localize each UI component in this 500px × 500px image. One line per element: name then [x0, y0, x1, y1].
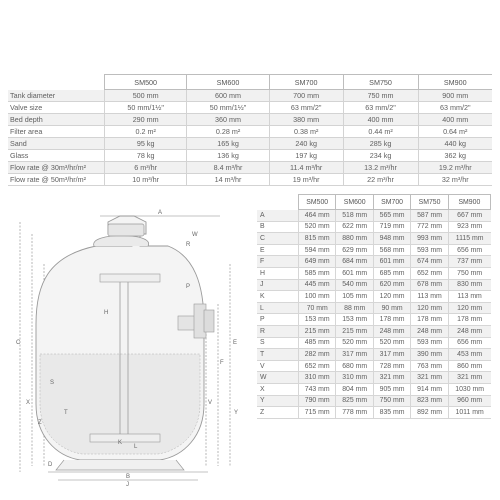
dimension-cell: 540 mm — [336, 279, 373, 291]
dimension-cell: 520 mm — [336, 337, 373, 349]
dimension-cell: 674 mm — [411, 256, 448, 268]
dimension-letter: L — [257, 302, 299, 314]
spec-cell: 197 kg — [269, 150, 343, 162]
spec-cell: 0.28 m² — [187, 126, 269, 138]
dimension-cell: 178 mm — [411, 314, 448, 326]
dimension-cell: 178 mm — [448, 314, 490, 326]
spec-cell: 700 mm — [269, 90, 343, 102]
label-b: B — [126, 474, 131, 480]
dimension-cell: 593 mm — [411, 337, 448, 349]
dimension-cell: 178 mm — [373, 314, 410, 326]
spec-cell: 400 mm — [418, 114, 492, 126]
dimension-cell: 649 mm — [299, 256, 336, 268]
spec-cell: 750 mm — [343, 90, 418, 102]
dimension-cell: 743 mm — [299, 383, 336, 395]
dimension-letter: E — [257, 244, 299, 256]
spec-cell: 50 mm/1½" — [105, 102, 187, 114]
dimension-cell: 453 mm — [448, 349, 490, 361]
spec-row-label: Flow rate @ 30m³/hr/m² — [8, 162, 105, 174]
spec-model-header: SM500 — [105, 75, 187, 90]
dimension-cell: 815 mm — [299, 233, 336, 245]
spec-cell: 440 kg — [418, 138, 492, 150]
label-j: J — [126, 482, 129, 486]
dimension-cell: 629 mm — [336, 244, 373, 256]
dimension-row — [257, 372, 491, 384]
dimension-cell: 518 mm — [336, 210, 373, 222]
spec-table — [8, 74, 492, 186]
dimension-cell: 1030 mm — [448, 383, 490, 395]
dimension-letter: A — [257, 210, 299, 222]
dimension-table — [257, 194, 491, 419]
spec-cell: 600 mm — [187, 90, 269, 102]
dimension-header-row — [257, 195, 491, 210]
spec-row — [8, 126, 492, 138]
spec-cell: 63 mm/2" — [418, 102, 492, 114]
dimension-row — [257, 360, 491, 372]
dimension-cell: 823 mm — [411, 395, 448, 407]
spec-cell: 63 mm/2" — [343, 102, 418, 114]
dimension-cell: 728 mm — [373, 360, 410, 372]
dimension-cell: 248 mm — [373, 325, 410, 337]
spec-row — [8, 150, 492, 162]
dimension-row — [257, 210, 491, 222]
dimension-row — [257, 349, 491, 361]
dimension-cell: 678 mm — [411, 279, 448, 291]
dimension-letter: Z — [257, 407, 299, 419]
dimension-cell: 948 mm — [373, 233, 410, 245]
spec-row-label: Filter area — [8, 126, 105, 138]
dimension-letter: W — [257, 372, 299, 384]
dimension-cell: 905 mm — [373, 383, 410, 395]
dimension-row — [257, 383, 491, 395]
dimension-row — [257, 302, 491, 314]
spec-row — [8, 162, 492, 174]
spec-cell: 234 kg — [343, 150, 418, 162]
spec-cell: 0.38 m² — [269, 126, 343, 138]
label-r: R — [186, 242, 191, 248]
spec-cell: 0.64 m² — [418, 126, 492, 138]
spec-model-header: SM700 — [269, 75, 343, 90]
dimension-letter: K — [257, 291, 299, 303]
spec-row-label: Glass — [8, 150, 105, 162]
dimension-cell: 215 mm — [336, 325, 373, 337]
dimension-cell: 321 mm — [448, 372, 490, 384]
label-c: C — [16, 340, 21, 346]
dimension-model-header: SM750 — [411, 195, 448, 210]
spec-header-row — [8, 75, 492, 90]
dimension-row — [257, 221, 491, 233]
dimension-model-header: SM600 — [336, 195, 373, 210]
spec-cell: 14 m³/hr — [187, 174, 269, 186]
dimension-cell: 835 mm — [373, 407, 410, 419]
spec-cell: 900 mm — [418, 90, 492, 102]
dimension-cell: 248 mm — [411, 325, 448, 337]
dimension-letter: Y — [257, 395, 299, 407]
spec-corner — [8, 75, 105, 90]
dimension-cell: 620 mm — [373, 279, 410, 291]
dimension-cell: 310 mm — [299, 372, 336, 384]
dimension-cell: 587 mm — [411, 210, 448, 222]
dimension-cell: 70 mm — [299, 302, 336, 314]
spec-cell: 6 m³/hr — [105, 162, 187, 174]
spec-model-header: SM600 — [187, 75, 269, 90]
dimension-letter: B — [257, 221, 299, 233]
spec-model-header: SM900 — [418, 75, 492, 90]
dimension-cell: 282 mm — [299, 349, 336, 361]
dimension-cell: 90 mm — [373, 302, 410, 314]
dimension-cell: 684 mm — [336, 256, 373, 268]
spec-cell: 240 kg — [269, 138, 343, 150]
dimension-cell: 120 mm — [373, 291, 410, 303]
dimension-cell: 317 mm — [373, 349, 410, 361]
spec-cell: 32 m³/hr — [418, 174, 492, 186]
dimension-cell: 321 mm — [411, 372, 448, 384]
dimension-cell: 593 mm — [411, 244, 448, 256]
dimension-cell: 248 mm — [448, 325, 490, 337]
dimension-cell: 601 mm — [336, 267, 373, 279]
dimension-cell: 993 mm — [411, 233, 448, 245]
spec-row — [8, 138, 492, 150]
dimension-row — [257, 256, 491, 268]
dimension-cell: 1011 mm — [448, 407, 490, 419]
dimension-letter: C — [257, 233, 299, 245]
spec-cell: 19.2 m³/hr — [418, 162, 492, 174]
dimension-cell: 750 mm — [373, 395, 410, 407]
dimension-letter: J — [257, 279, 299, 291]
label-x: X — [26, 400, 31, 406]
dimension-cell: 445 mm — [299, 279, 336, 291]
label-w: W — [192, 232, 198, 238]
dimension-cell: 750 mm — [448, 267, 490, 279]
spec-cell: 22 m³/hr — [343, 174, 418, 186]
dimension-cell: 485 mm — [299, 337, 336, 349]
dimension-cell: 120 mm — [448, 302, 490, 314]
dimension-letter: X — [257, 383, 299, 395]
dimension-model-header: SM900 — [448, 195, 490, 210]
dimension-row — [257, 395, 491, 407]
dimension-cell: 880 mm — [336, 233, 373, 245]
dimension-model-header: SM500 — [299, 195, 336, 210]
dimension-row — [257, 233, 491, 245]
spec-cell: 380 mm — [269, 114, 343, 126]
spec-cell: 19 m³/hr — [269, 174, 343, 186]
spec-cell: 63 mm/2" — [269, 102, 343, 114]
dimension-cell: 652 mm — [299, 360, 336, 372]
filter-diagram — [8, 204, 246, 486]
dimension-letter: R — [257, 325, 299, 337]
dimension-cell: 594 mm — [299, 244, 336, 256]
spec-row-label: Bed depth — [8, 114, 105, 126]
dimension-letter: V — [257, 360, 299, 372]
spec-cell: 362 kg — [418, 150, 492, 162]
label-v: V — [208, 400, 213, 406]
spec-cell: 50 mm/1½" — [187, 102, 269, 114]
label-t: T — [64, 410, 68, 416]
label-k: K — [118, 440, 123, 446]
spec-row-label: Valve size — [8, 102, 105, 114]
label-h: H — [104, 310, 109, 316]
label-l: L — [134, 444, 138, 450]
label-f: F — [220, 360, 224, 366]
dimension-row — [257, 279, 491, 291]
spec-cell: 0.2 m² — [105, 126, 187, 138]
spec-row-label: Tank diameter — [8, 90, 105, 102]
dimension-letter: P — [257, 314, 299, 326]
spec-cell: 400 mm — [343, 114, 418, 126]
dimension-cell: 892 mm — [411, 407, 448, 419]
dimension-cell: 113 mm — [448, 291, 490, 303]
dimension-cell: 652 mm — [411, 267, 448, 279]
dimension-cell: 520 mm — [299, 221, 336, 233]
label-z: Z — [38, 420, 42, 426]
dimension-cell: 321 mm — [373, 372, 410, 384]
dimension-cell: 667 mm — [448, 210, 490, 222]
dimension-cell: 960 mm — [448, 395, 490, 407]
dimension-cell: 737 mm — [448, 256, 490, 268]
spec-cell: 95 kg — [105, 138, 187, 150]
dimension-corner — [257, 195, 299, 210]
spec-row — [8, 102, 492, 114]
dimension-cell: 565 mm — [373, 210, 410, 222]
dimension-cell: 317 mm — [336, 349, 373, 361]
label-y: Y — [234, 410, 239, 416]
dimension-cell: 778 mm — [336, 407, 373, 419]
spec-cell: 11.4 m³/hr — [269, 162, 343, 174]
dimension-row — [257, 244, 491, 256]
dimension-model-header: SM700 — [373, 195, 410, 210]
spec-cell: 8.4 m³/hr — [187, 162, 269, 174]
spec-cell: 0.44 m² — [343, 126, 418, 138]
spec-row — [8, 90, 492, 102]
dimension-cell: 923 mm — [448, 221, 490, 233]
dimension-cell: 520 mm — [373, 337, 410, 349]
dimension-cell: 656 mm — [448, 244, 490, 256]
dimension-cell: 622 mm — [336, 221, 373, 233]
dimension-cell: 685 mm — [373, 267, 410, 279]
dimension-cell: 825 mm — [336, 395, 373, 407]
dimension-cell: 464 mm — [299, 210, 336, 222]
dimension-cell: 310 mm — [336, 372, 373, 384]
spec-cell: 78 kg — [105, 150, 187, 162]
dimension-letter: H — [257, 267, 299, 279]
dimension-cell: 790 mm — [299, 395, 336, 407]
dimension-cell: 100 mm — [299, 291, 336, 303]
dimension-row — [257, 325, 491, 337]
label-s: S — [50, 380, 55, 386]
spec-model-header: SM750 — [343, 75, 418, 90]
dimension-cell: 763 mm — [411, 360, 448, 372]
dimension-cell: 830 mm — [448, 279, 490, 291]
dimension-row — [257, 267, 491, 279]
dimension-cell: 215 mm — [299, 325, 336, 337]
dimension-cell: 390 mm — [411, 349, 448, 361]
dimension-cell: 719 mm — [373, 221, 410, 233]
dimension-cell: 568 mm — [373, 244, 410, 256]
dimension-cell: 680 mm — [336, 360, 373, 372]
dimension-letter: F — [257, 256, 299, 268]
label-d: D — [48, 462, 53, 468]
dimension-cell: 88 mm — [336, 302, 373, 314]
dimension-cell: 914 mm — [411, 383, 448, 395]
spec-row-label: Sand — [8, 138, 105, 150]
dimension-cell: 153 mm — [299, 314, 336, 326]
dimension-cell: 715 mm — [299, 407, 336, 419]
dimension-cell: 105 mm — [336, 291, 373, 303]
dimension-cell: 153 mm — [336, 314, 373, 326]
dimension-cell: 804 mm — [336, 383, 373, 395]
spec-cell: 500 mm — [105, 90, 187, 102]
tank-body — [36, 216, 214, 470]
dimension-row — [257, 337, 491, 349]
spec-cell: 10 m³/hr — [105, 174, 187, 186]
dimension-cell: 601 mm — [373, 256, 410, 268]
spec-cell: 165 kg — [187, 138, 269, 150]
spec-cell: 13.2 m³/hr — [343, 162, 418, 174]
dimension-cell: 656 mm — [448, 337, 490, 349]
dimension-cell: 585 mm — [299, 267, 336, 279]
dimension-cell: 1115 mm — [448, 233, 490, 245]
dimension-row — [257, 407, 491, 419]
label-e: E — [233, 340, 238, 346]
spec-cell: 360 mm — [187, 114, 269, 126]
dimension-cell: 860 mm — [448, 360, 490, 372]
spec-row — [8, 174, 492, 186]
dimension-letter: T — [257, 349, 299, 361]
dimension-letter: S — [257, 337, 299, 349]
dimension-row — [257, 291, 491, 303]
label-a: A — [158, 210, 163, 216]
dimension-cell: 120 mm — [411, 302, 448, 314]
spec-cell: 285 kg — [343, 138, 418, 150]
spec-cell: 136 kg — [187, 150, 269, 162]
dimension-cell: 113 mm — [411, 291, 448, 303]
spec-row-label: Flow rate @ 50m³/hr/m² — [8, 174, 105, 186]
dimension-cell: 772 mm — [411, 221, 448, 233]
spec-row — [8, 114, 492, 126]
label-p: P — [186, 284, 191, 290]
dimension-row — [257, 314, 491, 326]
spec-cell: 290 mm — [105, 114, 187, 126]
